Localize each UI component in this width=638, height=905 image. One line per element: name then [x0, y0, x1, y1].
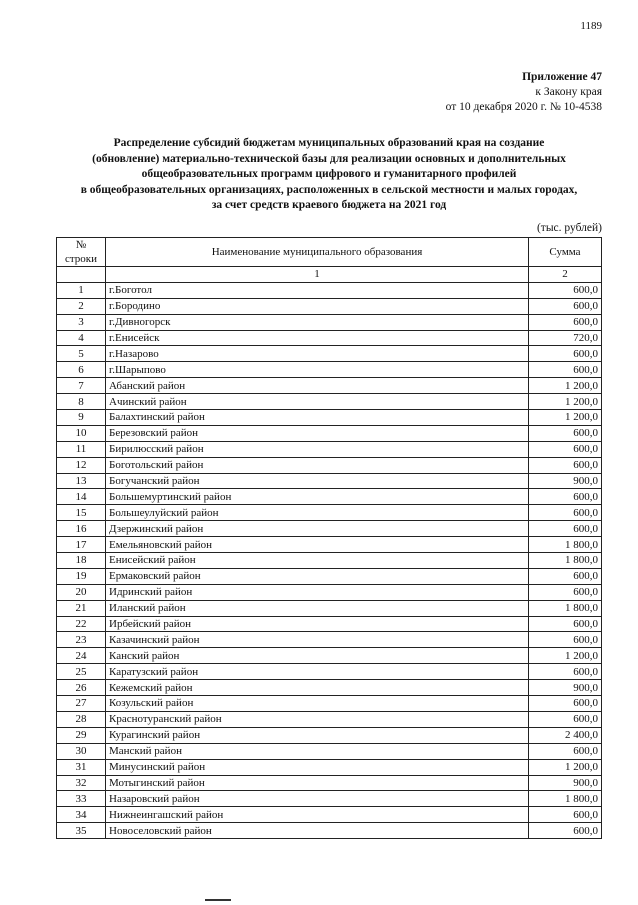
document-title — [55, 136, 603, 214]
row-name-cell: г.Назарово — [106, 346, 529, 362]
footer-mark — [205, 899, 231, 901]
row-number-cell: 20 — [57, 584, 106, 600]
row-sum-cell: 600,0 — [529, 505, 602, 521]
row-number-cell: 5 — [57, 346, 106, 362]
row-name-cell: Кежемский район — [106, 680, 529, 696]
row-number-cell: 21 — [57, 600, 106, 616]
table-row — [57, 648, 602, 664]
row-name-cell: Мотыгинский район — [106, 775, 529, 791]
table-row — [57, 743, 602, 759]
table-row — [57, 553, 602, 569]
row-number-cell: 1 — [57, 282, 106, 298]
table-row — [57, 807, 602, 823]
row-number-cell: 3 — [57, 314, 106, 330]
row-sum-cell: 600,0 — [529, 632, 602, 648]
row-number-cell: 31 — [57, 759, 106, 775]
row-sum-cell: 1 200,0 — [529, 378, 602, 394]
row-number-cell: 17 — [57, 537, 106, 553]
row-sum-cell: 1 200,0 — [529, 648, 602, 664]
table-row — [57, 823, 602, 839]
row-name-cell: Енисейский район — [106, 553, 529, 569]
table-row — [57, 425, 602, 441]
appendix-title: Приложение 47 — [522, 71, 602, 83]
table-row — [57, 346, 602, 362]
row-sum-cell: 600,0 — [529, 298, 602, 314]
row-number-cell: 28 — [57, 711, 106, 727]
row-number-cell: 26 — [57, 680, 106, 696]
row-sum-cell: 600,0 — [529, 711, 602, 727]
row-sum-cell: 600,0 — [529, 346, 602, 362]
table-row — [57, 457, 602, 473]
title-line: (обновление) материально-технической базы для реализации основных и дополнительных — [92, 152, 566, 165]
row-number-cell: 32 — [57, 775, 106, 791]
row-name-cell: Бирилюсский район — [106, 441, 529, 457]
row-sum-cell: 900,0 — [529, 680, 602, 696]
row-name-cell: Казачинский район — [106, 632, 529, 648]
row-number-cell: 15 — [57, 505, 106, 521]
row-sum-cell: 1 200,0 — [529, 410, 602, 426]
row-name-cell: Балахтинский район — [106, 410, 529, 426]
row-name-cell: Нижнеингашский район — [106, 807, 529, 823]
row-sum-cell: 600,0 — [529, 616, 602, 632]
row-sum-cell: 600,0 — [529, 743, 602, 759]
row-number-cell: 11 — [57, 441, 106, 457]
row-sum-cell: 1 800,0 — [529, 600, 602, 616]
table-row — [57, 298, 602, 314]
row-number-cell: 8 — [57, 394, 106, 410]
header-sum: Сумма — [529, 238, 602, 267]
row-name-cell: Минусинский район — [106, 759, 529, 775]
row-number-cell: 25 — [57, 664, 106, 680]
header-num-symbol: № — [75, 239, 87, 251]
table-row — [57, 505, 602, 521]
row-sum-cell: 600,0 — [529, 489, 602, 505]
row-name-cell: Идринский район — [106, 584, 529, 600]
title-line: в общеобразовательных организациях, расположенных в сельской местности и малых городах, — [80, 183, 578, 196]
row-number-cell: 7 — [57, 378, 106, 394]
table-row — [57, 775, 602, 791]
table-row — [57, 632, 602, 648]
table-row — [57, 616, 602, 632]
row-number-cell: 24 — [57, 648, 106, 664]
row-name-cell: Новоселовский район — [106, 823, 529, 839]
row-sum-cell: 600,0 — [529, 584, 602, 600]
table-row — [57, 330, 602, 346]
row-sum-cell: 1 800,0 — [529, 537, 602, 553]
row-name-cell: Боготольский район — [106, 457, 529, 473]
table-row — [57, 282, 602, 298]
row-name-cell: Курагинский район — [106, 727, 529, 743]
row-name-cell: г.Боготол — [106, 282, 529, 298]
table-header-row — [57, 238, 602, 267]
row-number-cell: 10 — [57, 425, 106, 441]
row-number-cell: 22 — [57, 616, 106, 632]
row-number-cell: 18 — [57, 553, 106, 569]
appendix-date-ref: от 10 декабря 2020 г. № 10-4538 — [445, 101, 602, 113]
row-sum-cell: 900,0 — [529, 775, 602, 791]
row-name-cell: Дзержинский район — [106, 521, 529, 537]
row-name-cell: Краснотуранский район — [106, 711, 529, 727]
row-number-cell: 27 — [57, 696, 106, 712]
table-row — [57, 394, 602, 410]
row-name-cell: Большемуртинский район — [106, 489, 529, 505]
table-row — [57, 711, 602, 727]
row-name-cell: Емельяновский район — [106, 537, 529, 553]
row-number-cell: 14 — [57, 489, 106, 505]
table-row — [57, 696, 602, 712]
appendix-law-ref: к Закону края — [535, 86, 602, 98]
row-name-cell: г.Бородино — [106, 298, 529, 314]
row-name-cell: г.Енисейск — [106, 330, 529, 346]
units-label: (тыс. рублей) — [536, 222, 602, 234]
row-name-cell: Назаровский район — [106, 791, 529, 807]
row-name-cell: г.Шарыпово — [106, 362, 529, 378]
row-name-cell: Каратузский район — [106, 664, 529, 680]
title-line: за счет средств краевого бюджета на 2021 год — [211, 199, 447, 211]
subsidy-table — [56, 237, 602, 839]
row-sum-cell: 600,0 — [529, 568, 602, 584]
row-sum-cell: 600,0 — [529, 457, 602, 473]
row-number-cell: 30 — [57, 743, 106, 759]
row-sum-cell: 600,0 — [529, 362, 602, 378]
row-sum-cell: 600,0 — [529, 823, 602, 839]
table-body — [57, 282, 602, 838]
row-name-cell: г.Дивногорск — [106, 314, 529, 330]
row-name-cell: Большеулуйский район — [106, 505, 529, 521]
index-cell-sum: 2 — [529, 267, 602, 283]
header-num-word: строки — [64, 253, 98, 265]
row-sum-cell: 600,0 — [529, 521, 602, 537]
row-name-cell: Ачинский район — [106, 394, 529, 410]
table-row — [57, 568, 602, 584]
row-sum-cell: 900,0 — [529, 473, 602, 489]
row-sum-cell: 720,0 — [529, 330, 602, 346]
row-sum-cell: 600,0 — [529, 314, 602, 330]
row-number-cell: 2 — [57, 298, 106, 314]
table-row — [57, 314, 602, 330]
row-number-cell: 29 — [57, 727, 106, 743]
row-number-cell: 19 — [57, 568, 106, 584]
row-number-cell: 35 — [57, 823, 106, 839]
index-cell-name: 1 — [106, 267, 529, 283]
row-number-cell: 34 — [57, 807, 106, 823]
row-name-cell: Богучанский район — [106, 473, 529, 489]
table-row — [57, 378, 602, 394]
table-row — [57, 537, 602, 553]
row-name-cell: Канский район — [106, 648, 529, 664]
row-number-cell: 9 — [57, 410, 106, 426]
table-row — [57, 362, 602, 378]
table-row — [57, 791, 602, 807]
row-number-cell: 4 — [57, 330, 106, 346]
title-line: Распределение субсидий бюджетам муниципальных образований края на создание — [113, 137, 545, 149]
row-number-cell: 16 — [57, 521, 106, 537]
row-name-cell: Иланский район — [106, 600, 529, 616]
row-sum-cell: 1 200,0 — [529, 394, 602, 410]
table-row — [57, 664, 602, 680]
row-name-cell: Абанский район — [106, 378, 529, 394]
row-number-cell: 6 — [57, 362, 106, 378]
table-index-row — [57, 267, 602, 283]
table-row — [57, 410, 602, 426]
row-sum-cell: 600,0 — [529, 664, 602, 680]
table-row — [57, 727, 602, 743]
header-row-number — [57, 238, 106, 267]
table-row — [57, 489, 602, 505]
row-number-cell: 13 — [57, 473, 106, 489]
table-row — [57, 680, 602, 696]
table-row — [57, 584, 602, 600]
row-sum-cell: 1 200,0 — [529, 759, 602, 775]
row-sum-cell: 600,0 — [529, 696, 602, 712]
row-number-cell: 23 — [57, 632, 106, 648]
row-number-cell: 12 — [57, 457, 106, 473]
row-sum-cell: 600,0 — [529, 425, 602, 441]
row-name-cell: Козульский район — [106, 696, 529, 712]
row-name-cell: Манский район — [106, 743, 529, 759]
title-line: общеобразовательных программ цифрового и гуманитарного профилей — [141, 168, 517, 180]
table-row — [57, 521, 602, 537]
table-row — [57, 759, 602, 775]
row-sum-cell: 2 400,0 — [529, 727, 602, 743]
table-row — [57, 441, 602, 457]
row-sum-cell: 1 800,0 — [529, 791, 602, 807]
appendix-block — [446, 70, 602, 115]
row-sum-cell: 600,0 — [529, 282, 602, 298]
row-sum-cell: 600,0 — [529, 441, 602, 457]
table-row — [57, 600, 602, 616]
row-name-cell: Ирбейский район — [106, 616, 529, 632]
page-number: 1189 — [580, 20, 602, 32]
row-name-cell: Ермаковский район — [106, 568, 529, 584]
row-sum-cell: 600,0 — [529, 807, 602, 823]
header-name: Наименование муниципального образования — [106, 238, 529, 267]
table-row — [57, 473, 602, 489]
row-sum-cell: 1 800,0 — [529, 553, 602, 569]
index-cell-empty — [57, 267, 106, 283]
row-name-cell: Березовский район — [106, 425, 529, 441]
row-number-cell: 33 — [57, 791, 106, 807]
